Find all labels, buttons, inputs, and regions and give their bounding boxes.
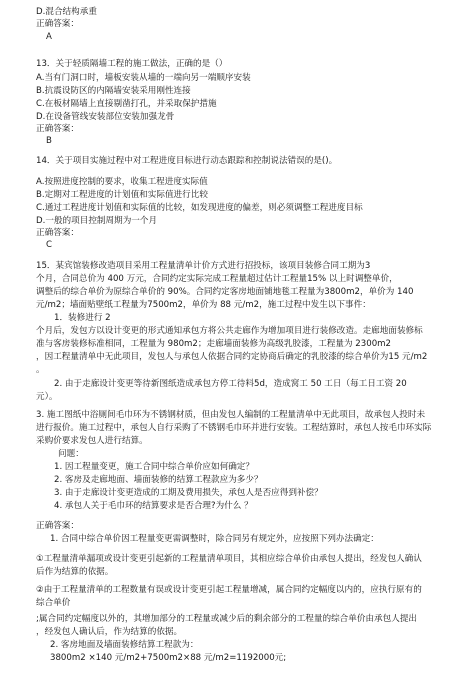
q15-event3-line: 3. 施工图纸中浴厕间毛巾环为不锈钢材质，但由发包人编制的工程量清单中无此项目，故承包人投时未 [36, 410, 426, 420]
q14-answer-label: 正确答案： [36, 228, 79, 239]
q15-answer-paragraph: ②由于工程量清单的工程数量有误或设计变更引起工程量增减，属合同约定幅度以内的，应执行原有的 [36, 585, 422, 596]
q14-option-d: D.一般的项目控制周期为一个月 [36, 216, 158, 227]
q15-answer-paragraph: 后作为结算的依据。 [36, 566, 114, 577]
q15-event1-line: ，因工程量清单中无此项目，发包人与承包人依据合同约定协商后确定的乳胶漆的综合单价为15 元/m2 [36, 351, 428, 362]
q15-event2-line: 元）。 [36, 392, 58, 403]
q15-answer-paragraph: ;属合同约定幅度以外的，其增加部分的工程量或减少后的剩余部分的工程量的综合单价由承包人提出 [36, 614, 418, 624]
q15-question: 3. 由于走廊设计变更造成的工期及费用损失，承包人是否应得到补偿？ [54, 487, 323, 498]
q15-answer-label: 正确答案： [36, 521, 79, 532]
q13-option-b: B.抗震设防区的内隔墙安装采用刚性连接 [36, 86, 191, 97]
q15-event3-line: 进行报价。施工过程中，承包人自行采购了不锈钢毛巾环并进行安装。工程结算时，承包人按毛巾环实际 [36, 423, 432, 433]
q13-option-c: C.在板材隔墙上直接剔凿打孔，并采取保护措施 [36, 99, 217, 110]
q15-answer-paragraph: ①工程量清单漏项或设计变更引起新的工程量清单项目，其相应综合单价由承包人提出，经发包人确认 [36, 553, 422, 564]
q15-stem-line: 15．某宾馆装修改造项目采用工程量清单计价方式进行招投标，该项目装修合同工期为3 [36, 260, 371, 271]
q15-event1-line: 。 [36, 364, 45, 375]
q15-stem-line: 调整后的综合单价为原综合单价的 90%。合同约定客房地面铺地毯工程量为3800m2，单价为 140 [36, 286, 414, 297]
q14-option-a: A.按照进度控制的要求，收集工程进度实际值 [36, 177, 208, 188]
q15-stem-line: 个月，合同总价为 400 万元，合同约定实际完成工程量超过估计工程量15% 以上时调整单价， [36, 273, 398, 284]
q15-event3-line: 采购价要求发包人进行结算。 [36, 436, 148, 446]
q15-event2-line: 2. 由于走廊设计变更等待新图纸造成承包方停工待料5d，造成窝工 50 工日（每工日工资 20 [54, 379, 407, 390]
q13-option-a: A.当有门洞口时，墙板安装从墙的一端向另一端顺序安装 [36, 73, 251, 84]
q15-answer-formula: 3800m2 ×140 元/m2+7500m2×88 元/m2=1192000元; [50, 653, 287, 663]
q15-questions-title: 问题： [58, 449, 84, 459]
q15-stem-line: 元/m2；墙面贴壁纸工程量为7500m2，单价为 88 元/m2，施工过程中发生以下事件： [36, 299, 371, 310]
q12-answer-label: 正确答案： [36, 18, 79, 29]
q15-question: 4. 承包人关于毛巾环的结算要求是否合理?为什么 ？ [54, 500, 253, 511]
q12-answer: A [46, 31, 53, 42]
q14-answer: C [46, 240, 53, 251]
q14-stem: 14．关于项目实施过程中对工程进度目标进行动态跟踪和控制说法错误的是()。 [36, 155, 338, 166]
q13-stem: 13．关于轻质隔墙工程的施工做法，正确的是（） [36, 59, 228, 70]
q14-option-b: B.定期对工程进度的计划值和实际值进行比较 [36, 190, 208, 201]
q15-event1-line: 个月后，发包方以设计变更的形式通知承包方将公共走廊作为增加项目进行装修改造。走廊地面装修标 [36, 325, 423, 336]
q15-answer-paragraph: ，经发包人确认后，作为结算的依据。 [36, 627, 183, 637]
q15-answer-line: 1. 合同中综合单价因工程量变更需调整时，除合同另有规定外，应按照下列办法确定： [50, 534, 379, 545]
q13-option-d: D.在设备管线安装部位安装加强龙骨 [36, 112, 175, 123]
q13-answer-label: 正确答案： [36, 124, 79, 135]
q15-event1-line: 准与客房装修标准相同，工程量为 980m2；走廊墙面装修为高级乳胶漆，工程量为 2300m2 [36, 338, 392, 349]
q15-answer-paragraph: 综合单价 [36, 598, 71, 609]
q15-event1-title: 1．装修进行 2 [54, 312, 111, 323]
q15-answer-line: 2. 客房地面及墙面装修结算工程款为： [50, 640, 199, 650]
q13-answer: B [46, 136, 53, 147]
q14-option-c: C.通过工程进度计划值和实际值的比较，如发现进度的偏差，则必须调整工程进度目标 [36, 203, 363, 214]
q12-option-d: D.混合结构承重 [36, 6, 97, 17]
q15-question: 1. 因工程量变更，施工合同中综合单价应如何确定？ [54, 461, 254, 472]
q15-question: 2. 客房及走廊地面、墙面装修的结算工程款应为多少？ [54, 474, 263, 485]
